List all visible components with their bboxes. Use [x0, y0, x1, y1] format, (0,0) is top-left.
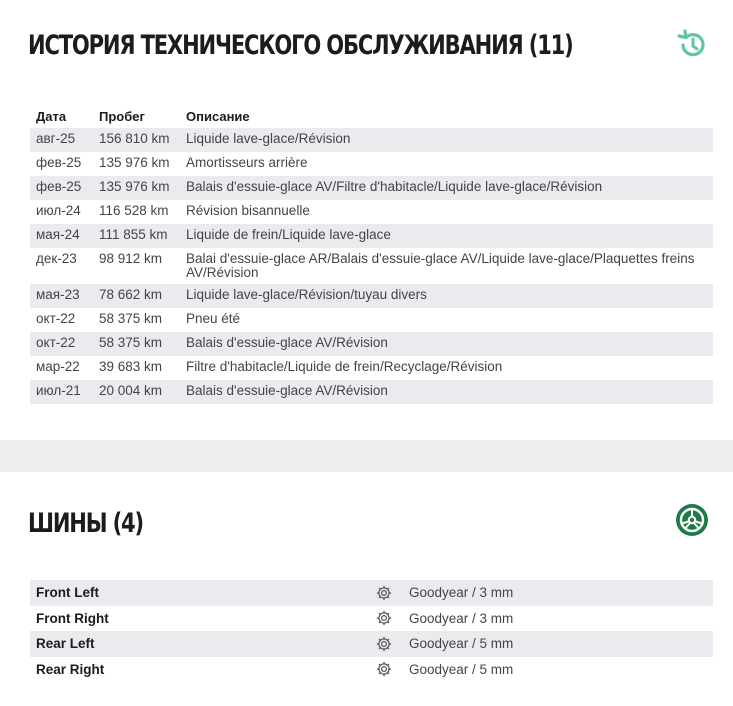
row-mileage: 98 912 km — [99, 251, 163, 266]
row-description: Filtre d'habitacle/Liquide de frein/Recyclage/Révision — [186, 359, 503, 374]
table-row — [30, 380, 713, 404]
tires-section — [0, 472, 733, 706]
row-mileage: 20 004 km — [93, 380, 180, 404]
tire-value: Goodyear / 3 mm — [403, 580, 713, 606]
tires-table — [30, 580, 713, 682]
row-mileage: 39 683 km — [99, 359, 163, 374]
row-date: дек-23 — [36, 251, 77, 266]
tire-position: Rear Right — [36, 661, 105, 677]
history-icon[interactable] — [675, 28, 709, 62]
row-mileage: 58 375 km — [93, 332, 180, 356]
table-row — [30, 224, 713, 248]
table-row — [30, 308, 713, 332]
row-description: Liquide lave-glace/Révision/tuyau divers — [180, 284, 713, 308]
table-row — [30, 332, 713, 356]
table-row — [30, 284, 713, 308]
settings-icon — [365, 631, 403, 657]
row-description: Liquide lave-glace/Révision — [180, 128, 713, 152]
tire-position: Front Left — [30, 580, 365, 606]
row-description: Balai d'essuie-glace AR/Balais d'essuie-glace AV/Liquide lave-glace/Plaquettes freins AV/Révision — [186, 251, 695, 280]
row-date: июл-24 — [36, 203, 81, 218]
row-date: фев-25 — [30, 176, 93, 200]
row-description: Pneu été — [186, 311, 241, 326]
table-row — [30, 356, 713, 380]
row-date: окт-22 — [30, 332, 93, 356]
row-mileage: 135 976 km — [93, 176, 180, 200]
row-mileage: 58 375 km — [99, 311, 163, 326]
row-description: Amortisseurs arrière — [186, 155, 308, 170]
row-date: фев-25 — [36, 155, 82, 170]
column-mileage: Пробег — [99, 108, 145, 124]
settings-icon — [365, 580, 403, 606]
row-date: июл-21 — [30, 380, 93, 404]
table-row — [30, 200, 713, 224]
table-row — [30, 248, 713, 284]
column-description: Описание — [186, 108, 250, 124]
maintenance-title: ИСТОРИЯ ТЕХНИЧЕСКОГО ОБСЛУЖИВАНИЯ (11) — [28, 30, 573, 61]
row-description: Balais d'essuie-glace AV/Révision — [180, 332, 713, 356]
row-description: Révision bisannuelle — [186, 203, 310, 218]
row-description: Balais d'essuie-glace AV/Révision — [180, 380, 713, 404]
tire-row — [30, 580, 713, 606]
row-description: Balais d'essuie-glace AV/Filtre d'habitacle/Liquide lave-glace/Révision — [180, 176, 713, 200]
row-date: авг-25 — [30, 128, 93, 152]
row-date: мая-23 — [30, 284, 93, 308]
table-row — [30, 152, 713, 176]
table-row — [30, 128, 713, 152]
row-mileage: 116 528 km — [99, 203, 169, 218]
maintenance-header-row — [30, 104, 713, 128]
row-mileage: 78 662 km — [93, 284, 180, 308]
tire-position: Front Right — [36, 610, 109, 626]
row-mileage: 156 810 km — [93, 128, 180, 152]
settings-icon — [365, 606, 403, 632]
row-date: мая-24 — [30, 224, 93, 248]
tire-row — [30, 657, 713, 683]
row-mileage: 135 976 km — [99, 155, 170, 170]
tire-position: Rear Left — [30, 631, 365, 657]
tire-icon[interactable] — [675, 503, 709, 537]
section-divider — [0, 440, 733, 472]
row-mileage: 111 855 km — [93, 224, 180, 248]
maintenance-table — [30, 104, 713, 404]
tire-value: Goodyear / 5 mm — [403, 631, 713, 657]
row-date: мар-22 — [36, 359, 80, 374]
table-row — [30, 176, 713, 200]
column-date: Дата — [36, 108, 67, 124]
tire-value: Goodyear / 5 mm — [409, 661, 514, 677]
tire-row — [30, 631, 713, 657]
settings-icon — [365, 657, 403, 683]
row-description: Liquide de frein/Liquide lave-glace — [180, 224, 713, 248]
row-date: окт-22 — [36, 311, 76, 326]
tire-value: Goodyear / 3 mm — [409, 610, 514, 626]
tire-row — [30, 606, 713, 632]
tires-title: ШИНЫ (4) — [28, 508, 143, 539]
